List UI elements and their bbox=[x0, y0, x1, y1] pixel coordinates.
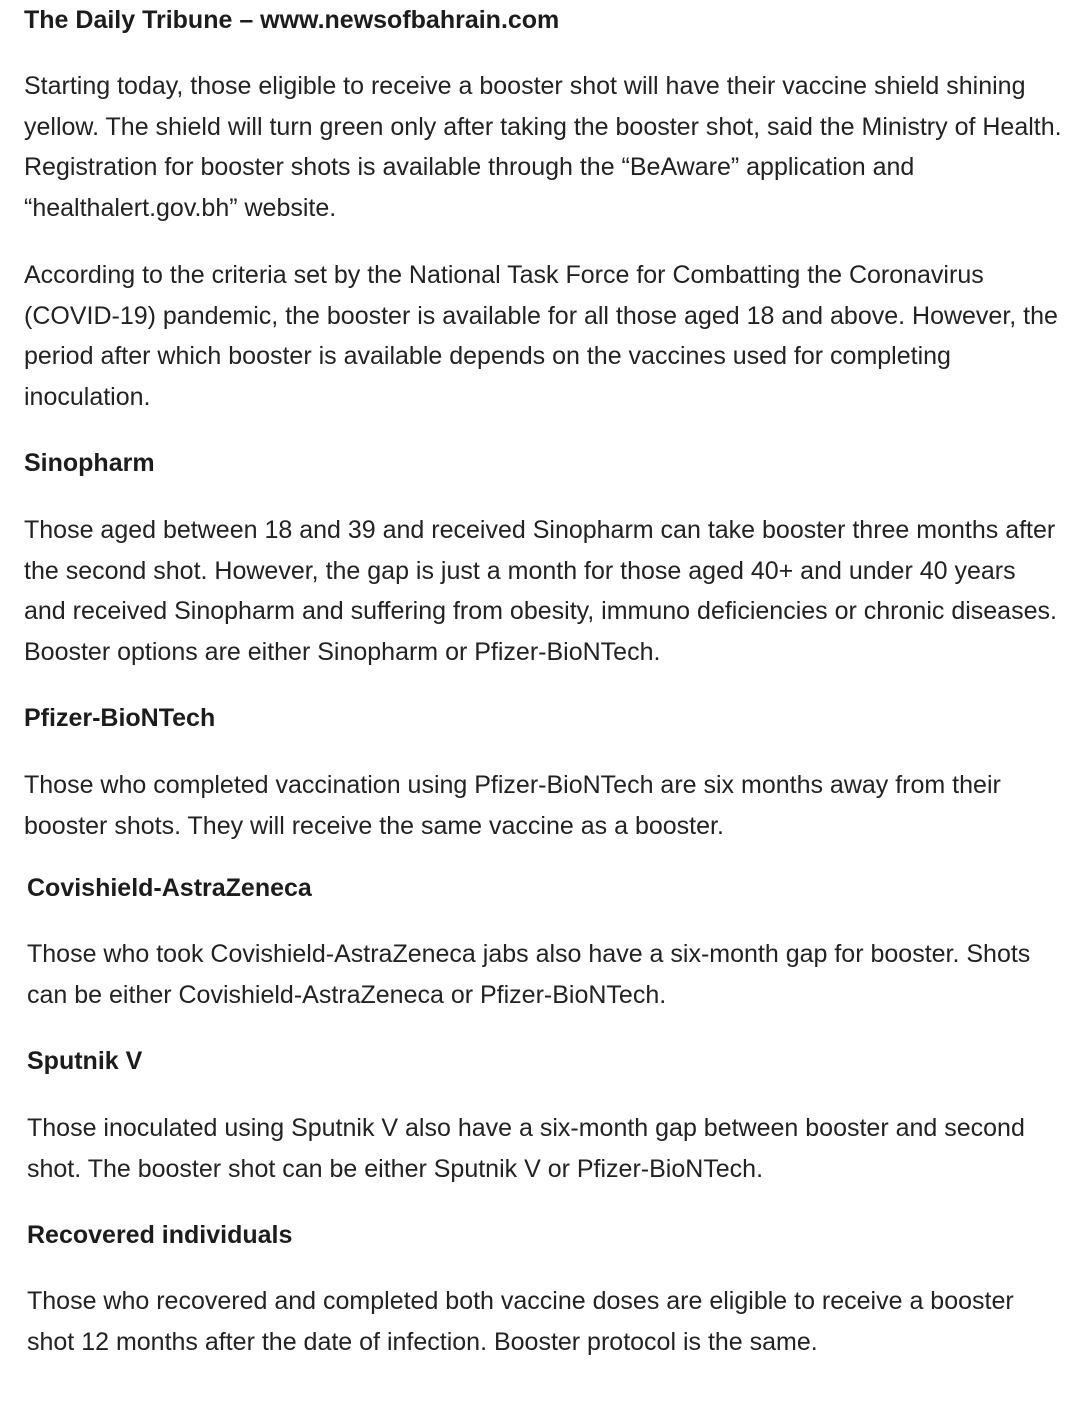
source-line: The Daily Tribune – www.newsofbahrain.com bbox=[24, 6, 560, 34]
section-heading-recovered: Recovered individuals bbox=[27, 1221, 293, 1249]
section-body-recovered: Those who recovered and completed both vaccine doses are eligible to receive a booster shot 12 months after the date of infection. Booster protocol is the same. bbox=[27, 1287, 1014, 1356]
section-heading-sputnik: Sputnik V bbox=[27, 1047, 143, 1075]
section-body-sputnik: Those inoculated using Sputnik V also have a six-month gap between booster and second shot. The booster shot can be either Sputnik V or Pfizer-BioNTech. bbox=[27, 1114, 1025, 1183]
intro-paragraph-1: Starting today, those eligible to receive a booster shot will have their vaccine shield shining yellow. The shield will turn green only after taking the booster shot, said the Ministry of Health. Registration for booster shots is available through the “BeAware” application and “healthalert.gov.bh” website. bbox=[24, 72, 1062, 222]
section-heading-pfizer: Pfizer-BioNTech bbox=[24, 704, 216, 732]
section-body-sinopharm: Those aged between 18 and 39 and received Sinopharm can take booster three months after the second shot. However, the gap is just a month for those aged 40+ and under 40 years and received Sinopharm and suffering from obesity, immuno deficiencies or chronic diseases. Booster options are either Sinopharm or Pfizer-BioNTech. bbox=[24, 516, 1057, 666]
section-body-covishield: Those who took Covishield-AstraZeneca jabs also have a six-month gap for booster. Shots can be either Covishield-AstraZeneca or Pfizer-BioNTech. bbox=[27, 940, 1031, 1009]
section-heading-covishield: Covishield-AstraZeneca bbox=[27, 874, 312, 902]
section-heading-sinopharm: Sinopharm bbox=[24, 449, 155, 477]
section-body-pfizer: Those who completed vaccination using Pfizer-BioNTech are six months away from their booster shots. They will receive the same vaccine as a booster. bbox=[24, 771, 1001, 840]
intro-paragraph-2: According to the criteria set by the National Task Force for Combatting the Coronavirus (COVID-19) pandemic, the booster is available for all those aged 18 and above. However, the period after which booster is available depends on the vaccines used for completing inoculation. bbox=[24, 261, 1058, 411]
